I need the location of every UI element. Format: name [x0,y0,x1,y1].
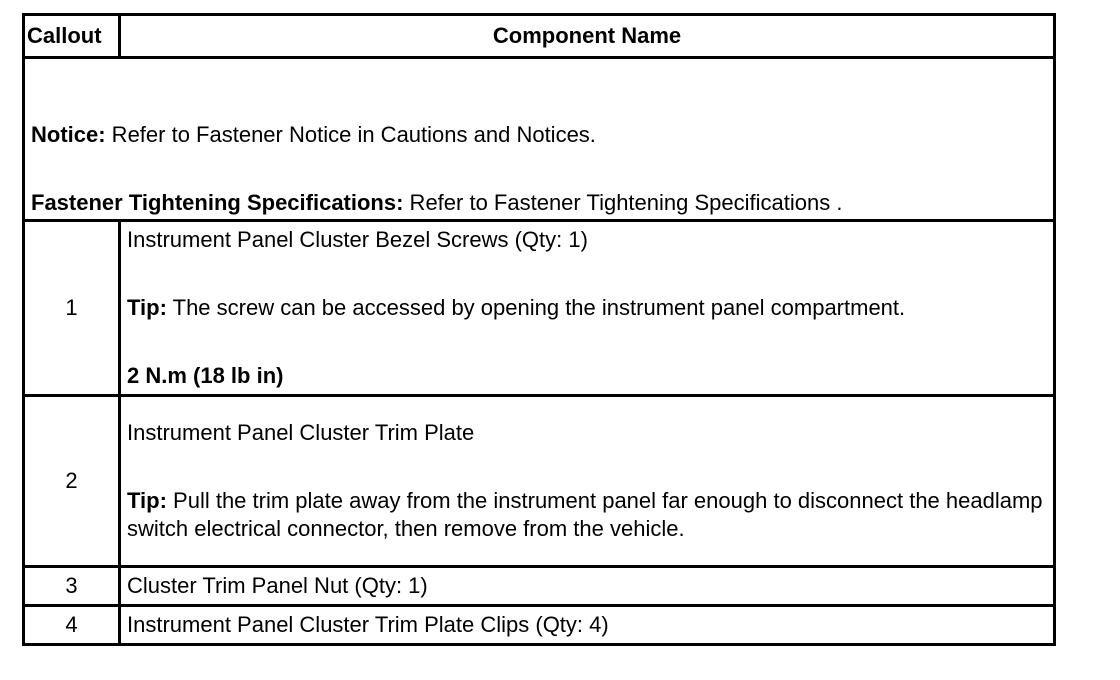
torque-spec: 2 N.m (18 lb in) [127,363,284,388]
fastener-spec-label: Fastener Tightening Specifications: [31,190,404,215]
table-row [24,221,1055,396]
component-name: Instrument Panel Cluster Trim Plate Clips (Qty: 4) [120,606,1055,645]
notice-cell [24,58,1055,221]
table-row [24,567,1055,606]
notice-row [24,58,1055,221]
component-name: Instrument Panel Cluster Bezel Screws (Qty: 1) [127,227,588,252]
tip-label: Tip: [127,295,167,320]
tip-text: Pull the trim plate away from the instrument panel far enough to disconnect the headlamp switch electrical connector, then remove from the vehicle. [127,488,1043,541]
component-name: Cluster Trim Panel Nut (Qty: 1) [120,567,1055,606]
notice-label: Notice: [31,122,106,147]
notice-line [31,121,1047,149]
tip-line [127,294,1047,322]
component-name: Instrument Panel Cluster Trim Plate [127,420,475,445]
tip-label: Tip: [127,488,167,513]
callout-number: 3 [24,567,120,606]
callout-number: 1 [24,221,120,396]
table-row [24,606,1055,645]
tip-text: The screw can be accessed by opening the instrument panel compartment. [166,295,906,320]
notice-text: Refer to Fastener Notice in Cautions and Notices. [105,122,596,147]
component-name-column-header: Component Name [120,15,1055,58]
component-table [22,13,1056,646]
table-row [24,396,1055,567]
component-cell [120,396,1055,567]
callout-number: 2 [24,396,120,567]
callout-number: 4 [24,606,120,645]
fastener-spec-text: Refer to Fastener Tightening Specifications . [403,190,843,215]
fastener-spec-line [31,189,1047,217]
tip-line [127,487,1047,543]
component-cell [120,221,1055,396]
callout-column-header: Callout [24,15,120,58]
header-row [24,15,1055,58]
